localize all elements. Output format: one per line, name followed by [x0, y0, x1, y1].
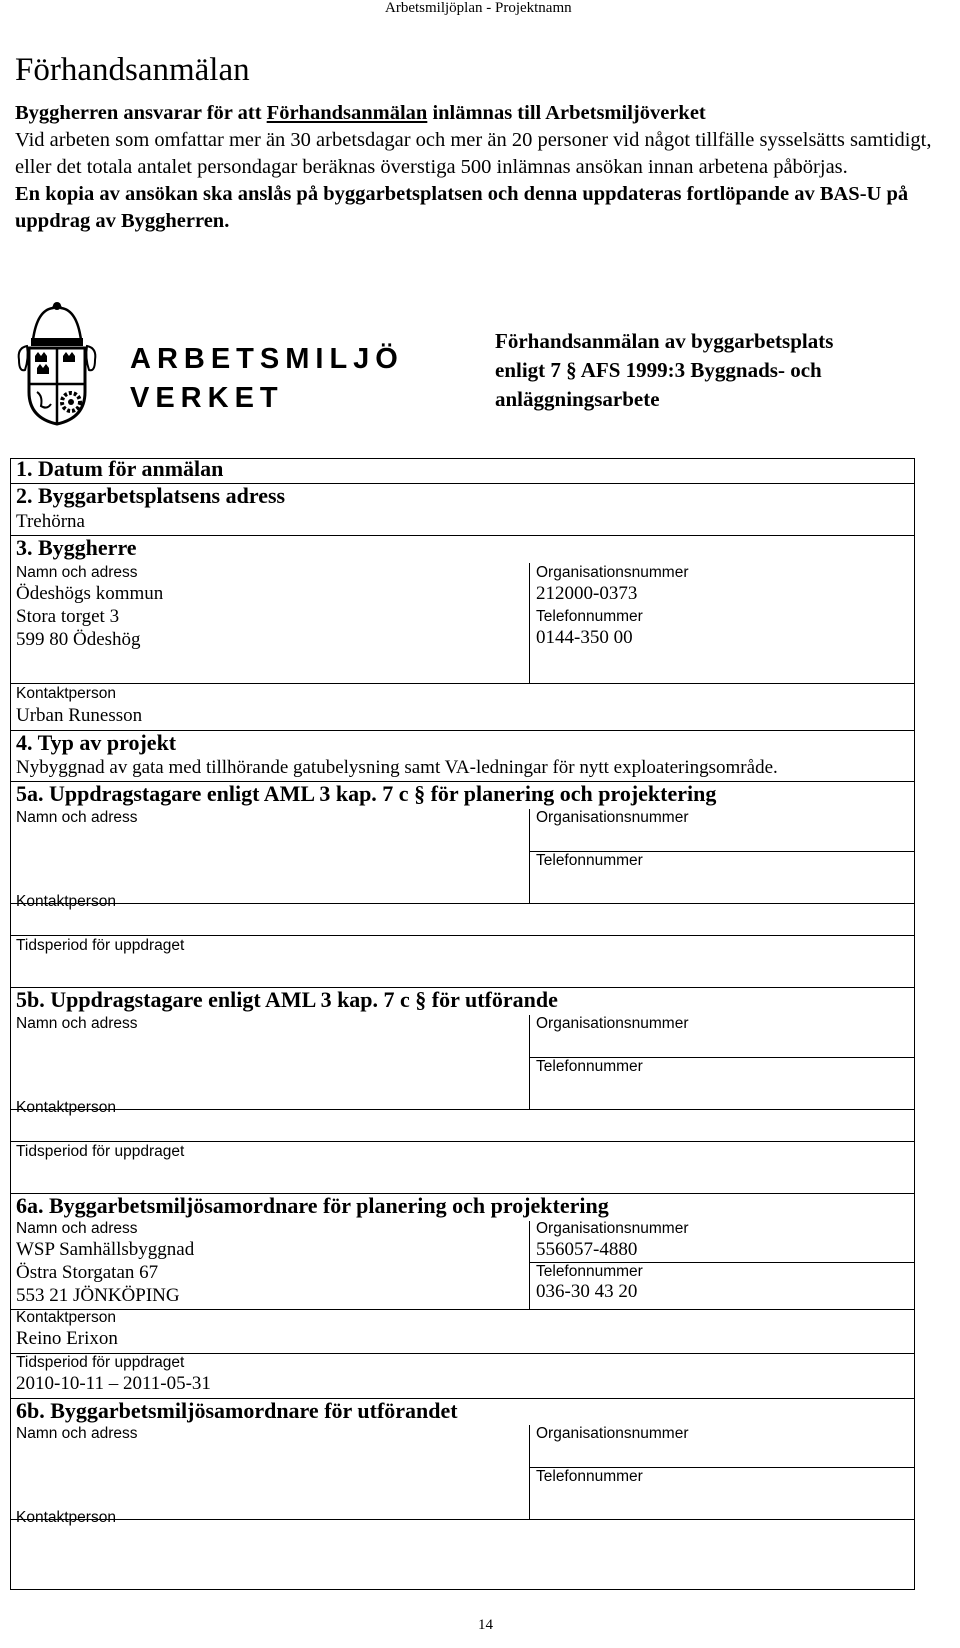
coordinator-contact: Reino Erixon — [16, 1328, 118, 1349]
intro-text — [15, 100, 957, 235]
client-phone: 0144-350 00 — [536, 627, 633, 648]
contact-label: Kontaktperson — [16, 1309, 116, 1326]
client-org-number: 212000-0373 — [536, 583, 638, 604]
page-number: 14 — [478, 1617, 493, 1633]
column-divider — [529, 1015, 530, 1109]
section-6a-title: 6a. Byggarbetsmiljösamordnare för planering och projektering — [16, 1193, 609, 1218]
client-name: Ödeshögs kommun — [16, 583, 164, 604]
section-2-title: 2. Byggarbetsplatsens adress — [16, 483, 286, 508]
divider — [11, 1519, 914, 1520]
page-title: Förhandsanmälan — [15, 52, 250, 88]
running-header: Arbetsmiljöplan - Projektnamn — [385, 0, 572, 16]
column-divider — [529, 1221, 530, 1309]
notification-form — [10, 458, 915, 1590]
divider — [11, 1309, 914, 1310]
org-number-label: Organisationsnummer — [536, 1015, 689, 1032]
contact-label: Kontaktperson — [16, 893, 116, 910]
section-5a-title: 5a. Uppdragstagare enligt AML 3 kap. 7 c § för planering och projektering — [16, 781, 717, 806]
phone-label: Telefonnummer — [536, 1263, 643, 1280]
divider — [11, 1141, 914, 1142]
logo-line1: ARBETSMILJÖ — [130, 343, 404, 375]
coordinator-org-number: 556057-4880 — [536, 1239, 638, 1260]
section-1-title: 1. Datum för anmälan — [16, 456, 224, 481]
project-type-value: Nybyggnad av gata med tillhörande gatubelysning samt VA-ledningar för nytt exploateringsområde. — [16, 757, 778, 778]
contact-label: Kontaktperson — [16, 685, 116, 702]
phone-label: Telefonnummer — [536, 1058, 643, 1075]
contact-label: Kontaktperson — [16, 1509, 116, 1526]
contact-label: Kontaktperson — [16, 1099, 116, 1116]
coordinator-street: Östra Storgatan 67 — [16, 1262, 159, 1283]
section-3-title: 3. Byggherre — [16, 535, 137, 560]
section-4-title: 4. Typ av projekt — [16, 730, 177, 755]
divider — [11, 683, 914, 684]
crest-icon — [15, 300, 404, 430]
column-divider — [529, 809, 530, 903]
org-number-label: Organisationsnummer — [536, 809, 689, 826]
coordinator-name: WSP Samhällsbyggnad — [16, 1239, 195, 1260]
column-divider — [529, 563, 530, 683]
forhandsanmalan-link: Förhandsanmälan — [266, 102, 428, 124]
phone-label: Telefonnummer — [536, 1468, 643, 1485]
name-address-label: Namn och adress — [16, 1220, 138, 1237]
site-address-value: Trehörna — [16, 511, 85, 532]
period-label: Tidsperiod för uppdraget — [16, 1354, 185, 1371]
divider — [11, 1109, 914, 1110]
client-street: Stora torget 3 — [16, 606, 120, 627]
arbetsmiljoverket-logo — [15, 300, 404, 430]
intro-paragraph: Vid arbeten som omfattar mer än 30 arbetsdagar och mer än 20 personer vid något tillfälle sysselsätts samtidigt, eller det totala antalet persondagar beräknas överstiga 500 inlämnas ansökan innan arbetena påbörjas. — [15, 129, 932, 178]
phone-label: Telefonnummer — [536, 608, 643, 625]
org-number-label: Organisationsnummer — [536, 1220, 689, 1237]
divider — [11, 935, 914, 936]
section-5b-title: 5b. Uppdragstagare enligt AML 3 kap. 7 c § för utförande — [16, 987, 558, 1012]
divider — [11, 535, 914, 536]
client-contact: Urban Runesson — [16, 705, 143, 726]
divider — [11, 903, 914, 904]
form-title: Förhandsanmälan av byggarbetsplats enligt 7 § AFS 1999:3 Byggnads- och anläggningsarbete — [495, 329, 834, 411]
logo-line2: VERKET — [130, 382, 284, 414]
section-6b-title: 6b. Byggarbetsmiljösamordnare för utförandet — [16, 1398, 458, 1423]
name-address-label: Namn och adress — [16, 1425, 138, 1442]
intro-copy-note: En kopia av ansökan ska anslås på byggarbetsplatsen och denna uppdateras fortlöpande av BAS-U på uppdrag av Byggherren. — [15, 183, 909, 232]
coordinator-city: 553 21 JÖNKÖPING — [16, 1285, 180, 1306]
phone-label: Telefonnummer — [536, 852, 643, 869]
name-address-label: Namn och adress — [16, 809, 138, 826]
client-city: 599 80 Ödeshög — [16, 629, 141, 650]
org-number-label: Organisationsnummer — [536, 1425, 689, 1442]
period-label: Tidsperiod för uppdraget — [16, 937, 185, 954]
org-number-label: Organisationsnummer — [536, 564, 689, 581]
name-address-label: Namn och adress — [16, 564, 138, 581]
intro-responsibility: Byggherren ansvarar för att Förhandsanmälan inlämnas till Arbetsmiljöverket — [15, 102, 706, 124]
column-divider — [529, 1425, 530, 1519]
period-label: Tidsperiod för uppdraget — [16, 1143, 185, 1160]
name-address-label: Namn och adress — [16, 1015, 138, 1032]
coordinator-phone: 036-30 43 20 — [536, 1281, 638, 1302]
coordinator-period: 2010-10-11 – 2011-05-31 — [16, 1373, 211, 1394]
